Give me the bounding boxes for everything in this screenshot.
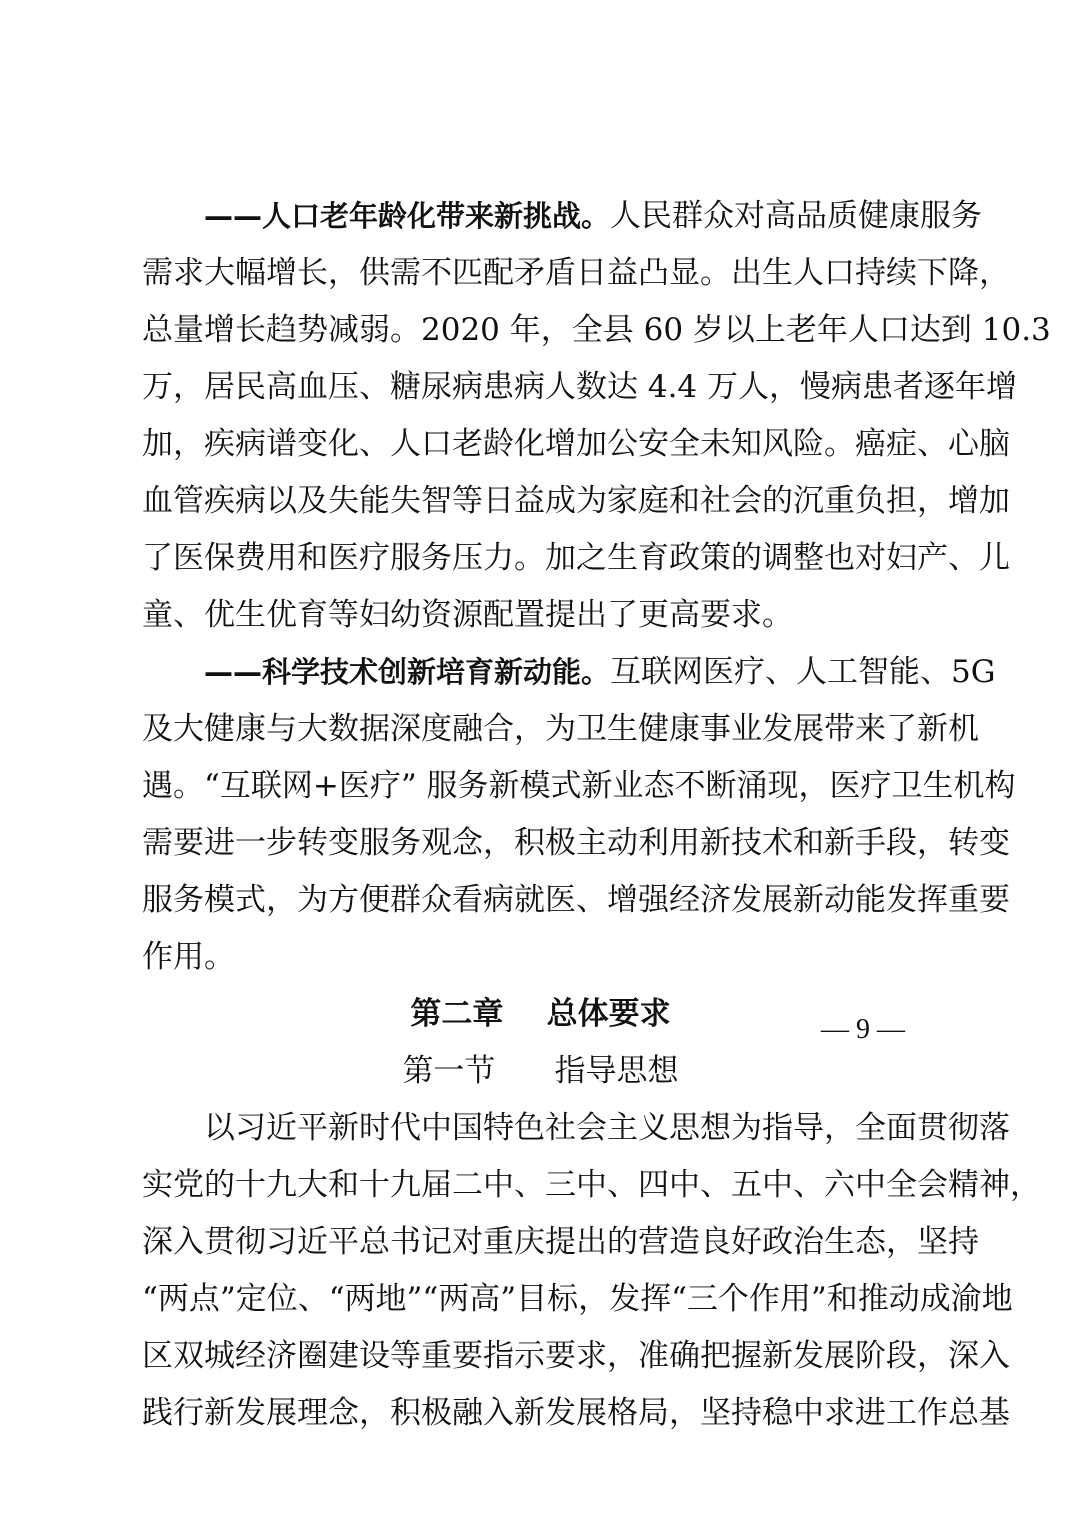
text-line: 作用。	[142, 939, 235, 975]
text-line: 遇。“互联网+医疗” 服务新模式新业态不断涌现，医疗卫生机构	[142, 768, 1016, 804]
text-line: 总量增长趋势减弱。2020 年，全县 60 岁以上老年人口达到 10.3	[142, 312, 1051, 348]
text-line: 血管疾病以及失能失智等日益成为家庭和社会的沉重负担，增加	[142, 483, 1010, 519]
text-line: 以习近平新时代中国特色社会主义思想为指导，全面贯彻落	[204, 1110, 1010, 1146]
text-line: 实党的十九大和十九届二中、三中、四中、五中、六中全会精神，	[142, 1167, 1041, 1203]
chapter-heading: 第二章 总体要求	[410, 996, 671, 1032]
text-line: 加，疾病谱变化、人口老龄化增加公安全未知风险。癌症、心脑	[142, 426, 1010, 462]
section-heading: 第一节 指导思想	[402, 1053, 679, 1089]
text-line: 深入贯彻习近平总书记对重庆提出的营造良好政治生态，坚持	[142, 1224, 979, 1260]
text-line: 需要进一步转变服务观念，积极主动利用新技术和新手段，转变	[142, 825, 1010, 861]
paragraph-aging-first-line	[142, 188, 983, 245]
body-text	[142, 188, 1051, 1442]
text-line: 了医保费用和医疗服务压力。加之生育政策的调整也对妇产、儿	[142, 540, 1010, 576]
text-line: 互联网医疗、人工智能、5G	[610, 654, 996, 690]
text-line: 人民群众对高品质健康服务	[610, 198, 983, 234]
text-line: 及大健康与大数据深度融合，为卫生健康事业发展带来了新机	[142, 711, 979, 747]
text-line: 需求大幅增长，供需不匹配矛盾日益凸显。出生人口持续下降，	[142, 255, 1010, 291]
text-line: 童、优生优育等妇幼资源配置提出了更高要求。	[142, 597, 793, 633]
heading-aging-challenge: ——人口老年龄化带来新挑战。	[204, 199, 611, 233]
paragraph-tech-first-line	[142, 644, 996, 701]
heading-tech-innovation: ——科学技术创新培育新动能。	[204, 655, 611, 689]
page-number: — 9 —	[821, 1014, 905, 1045]
text-line: 服务模式，为方便群众看病就医、增强经济发展新动能发挥重要	[142, 882, 1010, 918]
text-line: 区双城经济圈建设等重要指示要求，准确把握新发展阶段，深入	[142, 1338, 1010, 1374]
text-line: 万，居民高血压、糖尿病患病人数达 4.4 万人，慢病患者逐年增	[142, 369, 1018, 405]
text-line: “两点”定位、“两地”“两高”目标，发挥“三个作用”和推动成渝地	[142, 1281, 1013, 1317]
text-line: 践行新发展理念，积极融入新发展格局，坚持稳中求进工作总基	[142, 1395, 1010, 1431]
